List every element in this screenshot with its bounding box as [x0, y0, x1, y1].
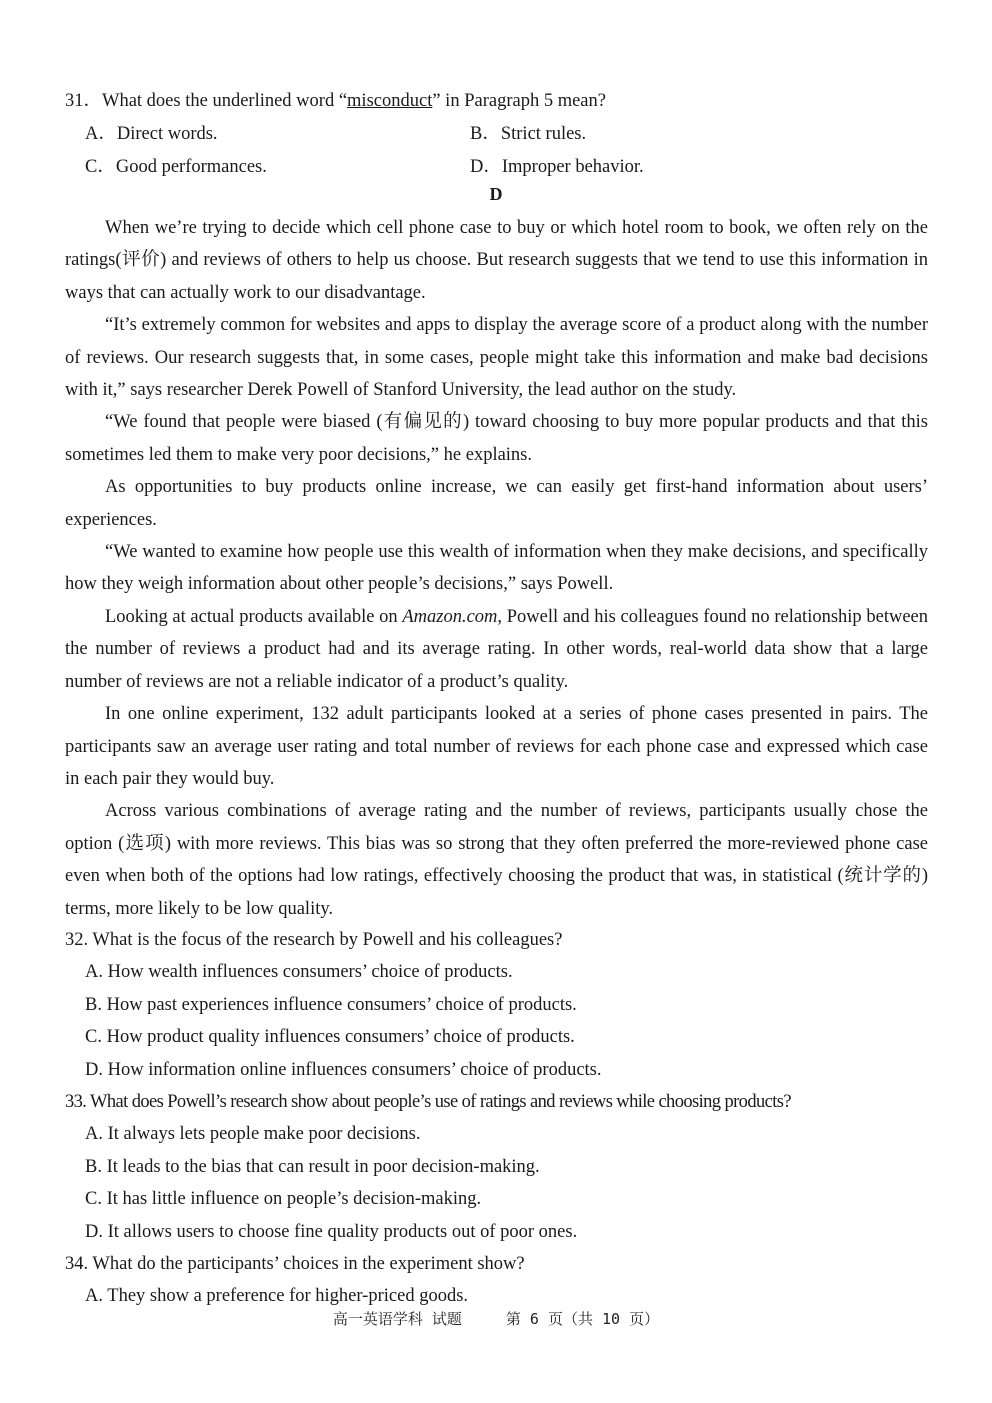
question-32-stem: 32. What is the focus of the research by Powell and his colleagues? — [65, 930, 563, 950]
passage-paragraph-2: “It’s extremely common for websites and apps to display the average score of a product along with the number of reviews. Our research suggests that, in some cases, people might take this information and make bad decisions with it,” says researcher Derek Powell of Stanford University, the lead author on the study. — [65, 315, 928, 401]
question-32-option-b: B. How past experiences influence consumers’ choice of products. — [85, 994, 577, 1015]
footer-page-number: 第 6 页（共 10 页） — [505, 1310, 660, 1328]
question-31-option-c: C．Good performances. — [85, 157, 267, 177]
passage-paragraph-6-rest: , Powell and his colleagues found no relationship between the number of reviews a product had and its average rating. In other words, real-world data show that a large number of reviews are not a reliable indicator of a product’s quality. — [65, 606, 929, 692]
question-33-option-b: B. It leads to the bias that can result in poor decision-making. — [85, 1156, 540, 1177]
passage-paragraph-4: As opportunities to buy products online increase, we can easily get first-hand information about users’ experiences. — [65, 477, 928, 530]
question-33-stem: 33. What does Powell’s research show about people’s use of ratings and reviews while choosing products? — [65, 1092, 791, 1112]
passage-paragraph-3: “We found that people were biased (有偏见的) toward choosing to buy more popular products and that this sometimes led them to make very poor decisions,” he explains. — [65, 412, 928, 465]
question-31-option-d: D．Improper behavior. — [470, 157, 644, 177]
question-33-option-d: D. It allows users to choose fine quality products out of poor ones. — [85, 1221, 578, 1242]
passage-paragraph-6 — [65, 601, 928, 698]
question-31-keyword: misconduct — [347, 91, 433, 111]
reading-passage — [65, 212, 928, 925]
question-31-option-a: A．Direct words. — [85, 124, 218, 144]
question-31-option-b: B．Strict rules. — [470, 124, 587, 144]
passage-paragraph-1: When we’re trying to decide which cell phone case to buy or which hotel room to book, we often rely on the ratings(评价) and reviews of others to help us choose. But research suggests that we tend to use this information in ways that can actually work to our disadvantage. — [65, 218, 928, 303]
question-33-option-c: C. It has little influence on people’s decision-making. — [85, 1189, 482, 1210]
passage-paragraph-5: “We wanted to examine how people use this wealth of information when they make decisions, and specifically how they weigh information about other people’s decisions,” says Powell. — [65, 542, 928, 595]
section-heading: D — [489, 184, 503, 204]
question-32-option-c: C. How product quality influences consumers’ choice of products. — [85, 1027, 575, 1048]
page-footer — [0, 1308, 992, 1329]
question-33-option-a: A. It always lets people make poor decisions. — [85, 1124, 421, 1145]
question-33 — [65, 1086, 930, 1248]
question-31-stem-suffix: ” in Paragraph 5 mean? — [432, 91, 606, 111]
question-34-stem: 34. What do the participants’ choices in the experiment show? — [65, 1254, 525, 1274]
question-32 — [65, 924, 930, 1086]
passage-paragraph-6-start: Looking at actual products available on — [105, 606, 403, 627]
question-34-option-a: A. They show a preference for higher-priced goods. — [85, 1286, 469, 1307]
passage-paragraph-8: Across various combinations of average rating and the number of reviews, participants usually chose the option (选项) with more reviews. This bias was so strong that they often preferred the more-reviewed phone case even when both of the options had low ratings, effectively choosing the product that was, in statistical (统计学的) terms, more likely to be low quality. — [65, 801, 928, 919]
footer-subject: 高一英语学科 试题 — [332, 1310, 462, 1328]
question-34 — [65, 1248, 930, 1313]
question-31-stem — [65, 86, 930, 112]
question-32-option-a: A. How wealth influences consumers’ choice of products. — [85, 962, 513, 983]
website-name: Amazon.com — [402, 606, 498, 627]
question-32-option-d: D. How information online influences consumers’ choice of products. — [85, 1059, 602, 1080]
passage-paragraph-7: In one online experiment, 132 adult participants looked at a series of phone cases presented in pairs. The participants saw an average user rating and total number of reviews for each phone case and expressed which case in each pair they would buy. — [65, 704, 928, 789]
question-31-stem-prefix: 31．What does the underlined word “ — [65, 91, 348, 111]
